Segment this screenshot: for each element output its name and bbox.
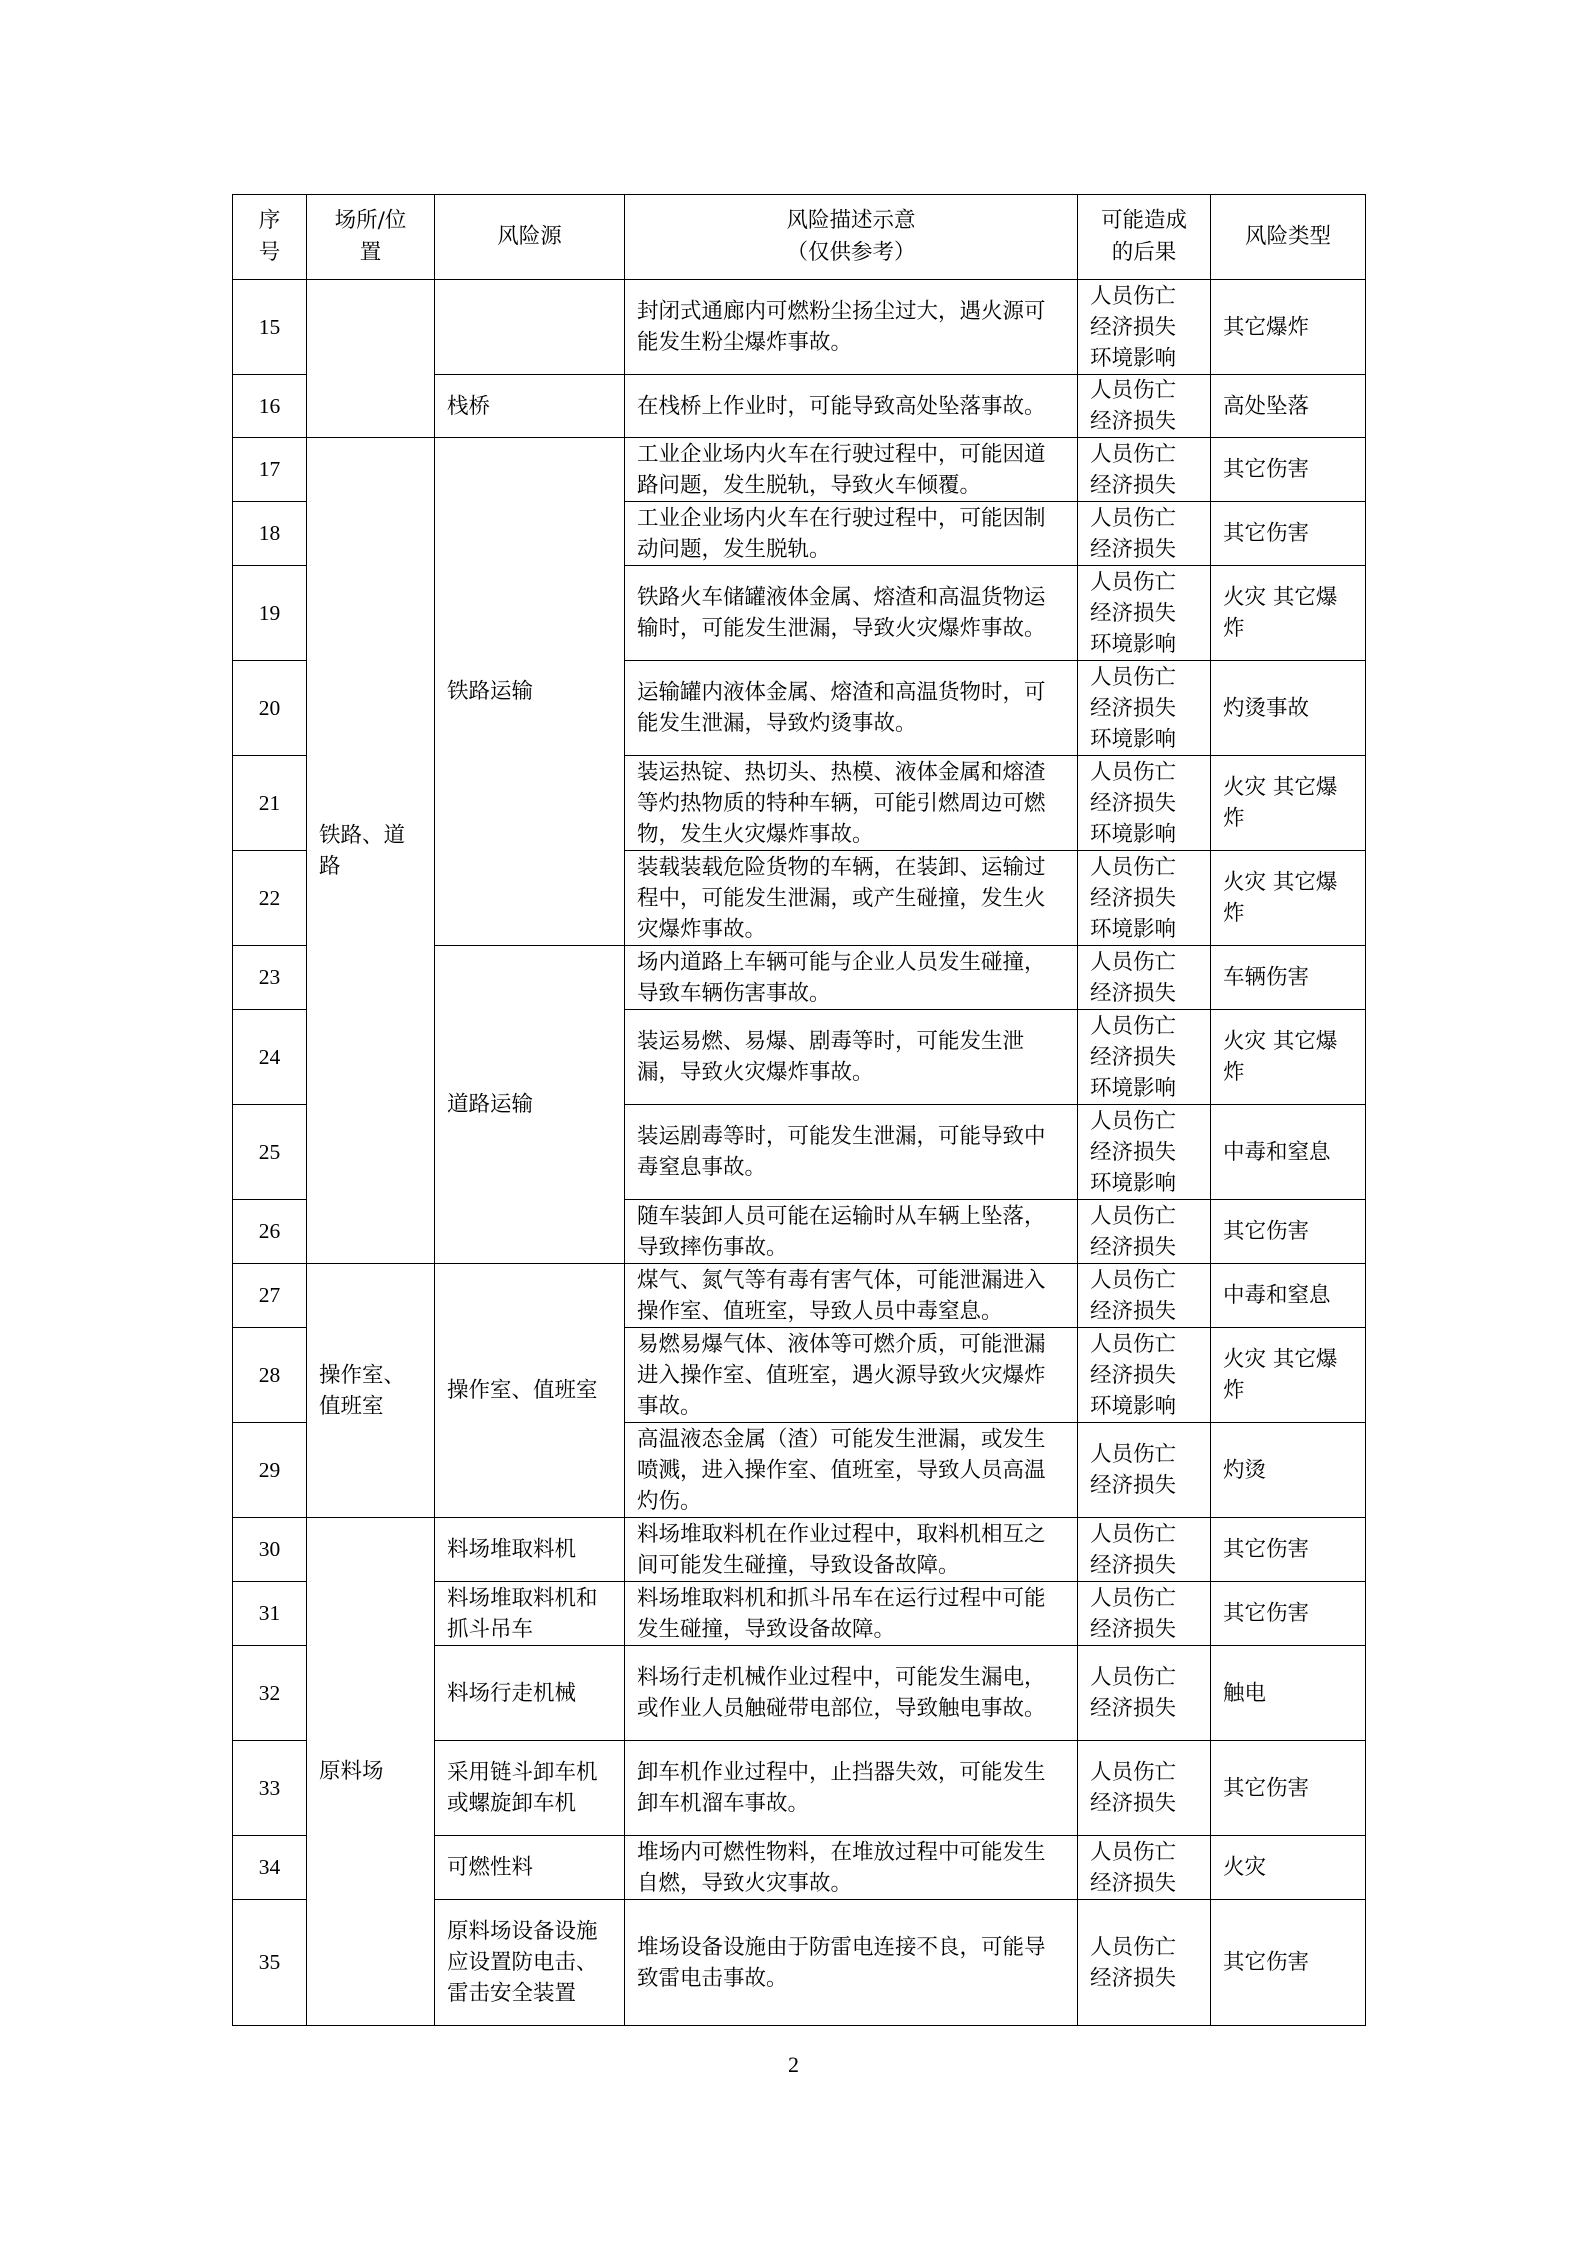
header-source: 风险源 [435, 195, 625, 280]
location-cell [307, 280, 435, 438]
risk-type-cell: 其它伤害 [1211, 1518, 1366, 1582]
source-cell: 料场堆取料机和抓斗吊车 [435, 1582, 625, 1646]
risk-type-cell: 车辆伤害 [1211, 946, 1366, 1010]
table-row [233, 1264, 1366, 1328]
row-no: 26 [233, 1200, 307, 1264]
row-no: 20 [233, 661, 307, 756]
description-cell: 装运易燃、易爆、剧毒等时，可能发生泄漏，导致火灾爆炸事故。 [625, 1010, 1078, 1105]
row-no: 31 [233, 1582, 307, 1646]
header-row [233, 195, 1366, 280]
table-row [233, 438, 1366, 502]
description-cell: 封闭式通廊内可燃粉尘扬尘过大，遇火源可能发生粉尘爆炸事故。 [625, 280, 1078, 375]
header-description: 风险描述示意 （仅供参考） [625, 195, 1078, 280]
row-no: 23 [233, 946, 307, 1010]
risk-type-cell: 火灾 其它爆炸 [1211, 851, 1366, 946]
consequence-cell: 人员伤亡 经济损失 [1078, 438, 1211, 502]
header-type: 风险类型 [1211, 195, 1366, 280]
description-cell: 装载装载危险货物的车辆，在装卸、运输过程中，可能发生泄漏，或产生碰撞，发生火灾爆炸事故。 [625, 851, 1078, 946]
consequence-cell: 人员伤亡 经济损失 [1078, 1200, 1211, 1264]
location-cell: 原料场 [307, 1518, 435, 2026]
consequence-cell: 人员伤亡 经济损失 [1078, 1518, 1211, 1582]
source-cell: 料场堆取料机 [435, 1518, 625, 1582]
description-cell: 装运热锭、热切头、热模、液体金属和熔渣等灼热物质的特种车辆，可能引燃周边可燃物，发生火灾爆炸事故。 [625, 756, 1078, 851]
risk-type-cell: 触电 [1211, 1646, 1366, 1741]
source-cell: 操作室、值班室 [435, 1264, 625, 1518]
location-cell: 铁路、道路 [307, 438, 435, 1264]
row-no: 16 [233, 375, 307, 438]
consequence-cell: 人员伤亡 经济损失 [1078, 375, 1211, 438]
source-cell: 铁路运输 [435, 438, 625, 946]
description-cell: 易燃易爆气体、液体等可燃介质，可能泄漏进入操作室、值班室，遇火源导致火灾爆炸事故。 [625, 1328, 1078, 1423]
source-cell: 原料场设备设施应设置防电击、雷击安全装置 [435, 1900, 625, 2026]
row-no: 21 [233, 756, 307, 851]
consequence-cell: 人员伤亡 经济损失 [1078, 946, 1211, 1010]
description-cell: 工业企业场内火车在行驶过程中，可能因制动问题，发生脱轨。 [625, 502, 1078, 566]
description-cell: 堆场设备设施由于防雷电连接不良，可能导致雷电击事故。 [625, 1900, 1078, 2026]
description-cell: 铁路火车储罐液体金属、熔渣和高温货物运输时，可能发生泄漏，导致火灾爆炸事故。 [625, 566, 1078, 661]
consequence-cell: 人员伤亡 经济损失 [1078, 1264, 1211, 1328]
risk-type-cell: 其它伤害 [1211, 1741, 1366, 1836]
risk-type-cell: 其它伤害 [1211, 1900, 1366, 2026]
row-no: 25 [233, 1105, 307, 1200]
description-cell: 煤气、氮气等有毒有害气体，可能泄漏进入操作室、值班室，导致人员中毒窒息。 [625, 1264, 1078, 1328]
risk-type-cell: 其它爆炸 [1211, 280, 1366, 375]
source-cell: 道路运输 [435, 946, 625, 1264]
consequence-cell: 人员伤亡 经济损失 [1078, 502, 1211, 566]
row-no: 32 [233, 1646, 307, 1741]
description-cell: 场内道路上车辆可能与企业人员发生碰撞，导致车辆伤害事故。 [625, 946, 1078, 1010]
description-cell: 卸车机作业过程中，止挡器失效，可能发生卸车机溜车事故。 [625, 1741, 1078, 1836]
consequence-cell: 人员伤亡 经济损失 [1078, 1836, 1211, 1900]
description-cell: 随车装卸人员可能在运输时从车辆上坠落，导致摔伤事故。 [625, 1200, 1078, 1264]
header-location: 场所/位 置 [307, 195, 435, 280]
risk-table [232, 194, 1366, 2026]
description-cell: 工业企业场内火车在行驶过程中，可能因道路问题，发生脱轨，导致火车倾覆。 [625, 438, 1078, 502]
description-cell: 料场行走机械作业过程中，可能发生漏电，或作业人员触碰带电部位，导致触电事故。 [625, 1646, 1078, 1741]
description-cell: 装运剧毒等时，可能发生泄漏，可能导致中毒窒息事故。 [625, 1105, 1078, 1200]
consequence-cell: 人员伤亡 经济损失 环境影响 [1078, 756, 1211, 851]
risk-type-cell: 高处坠落 [1211, 375, 1366, 438]
consequence-cell: 人员伤亡 经济损失 [1078, 1582, 1211, 1646]
description-cell: 在栈桥上作业时，可能导致高处坠落事故。 [625, 375, 1078, 438]
consequence-cell: 人员伤亡 经济损失 环境影响 [1078, 661, 1211, 756]
risk-type-cell: 灼烫 [1211, 1423, 1366, 1518]
row-no: 15 [233, 280, 307, 375]
risk-type-cell: 其它伤害 [1211, 438, 1366, 502]
risk-type-cell: 火灾 [1211, 1836, 1366, 1900]
consequence-cell: 人员伤亡 经济损失 [1078, 1646, 1211, 1741]
description-cell: 运输罐内液体金属、熔渣和高温货物时，可能发生泄漏，导致灼烫事故。 [625, 661, 1078, 756]
row-no: 19 [233, 566, 307, 661]
consequence-cell: 人员伤亡 经济损失 环境影响 [1078, 566, 1211, 661]
header-consequence: 可能造成 的后果 [1078, 195, 1211, 280]
row-no: 22 [233, 851, 307, 946]
row-no: 34 [233, 1836, 307, 1900]
source-cell: 栈桥 [435, 375, 625, 438]
description-cell: 高温液态金属（渣）可能发生泄漏，或发生喷溅，进入操作室、值班室，导致人员高温灼伤。 [625, 1423, 1078, 1518]
description-cell: 料场堆取料机在作业过程中，取料机相互之间可能发生碰撞，导致设备故障。 [625, 1518, 1078, 1582]
header-no: 序 号 [233, 195, 307, 280]
risk-type-cell: 其它伤害 [1211, 1200, 1366, 1264]
source-cell: 采用链斗卸车机或螺旋卸车机 [435, 1741, 625, 1836]
row-no: 30 [233, 1518, 307, 1582]
page-number: 2 [788, 2052, 799, 2077]
row-no: 17 [233, 438, 307, 502]
row-no: 33 [233, 1741, 307, 1836]
consequence-cell: 人员伤亡 经济损失 环境影响 [1078, 1328, 1211, 1423]
location-cell: 操作室、值班室 [307, 1264, 435, 1518]
risk-type-cell: 中毒和窒息 [1211, 1105, 1366, 1200]
table-row [233, 1518, 1366, 1582]
risk-type-cell: 灼烫事故 [1211, 661, 1366, 756]
row-no: 35 [233, 1900, 307, 2026]
consequence-cell: 人员伤亡 经济损失 [1078, 1741, 1211, 1836]
source-cell: 料场行走机械 [435, 1646, 625, 1741]
consequence-cell: 人员伤亡 经济损失 [1078, 1900, 1211, 2026]
row-no: 29 [233, 1423, 307, 1518]
risk-type-cell: 其它伤害 [1211, 502, 1366, 566]
consequence-cell: 人员伤亡 经济损失 环境影响 [1078, 1010, 1211, 1105]
row-no: 24 [233, 1010, 307, 1105]
risk-type-cell: 火灾 其它爆炸 [1211, 1010, 1366, 1105]
consequence-cell: 人员伤亡 经济损失 [1078, 1423, 1211, 1518]
source-cell [435, 280, 625, 375]
consequence-cell: 人员伤亡 经济损失 环境影响 [1078, 1105, 1211, 1200]
row-no: 27 [233, 1264, 307, 1328]
risk-type-cell: 火灾 其它爆炸 [1211, 1328, 1366, 1423]
risk-type-cell: 中毒和窒息 [1211, 1264, 1366, 1328]
source-cell: 可燃性料 [435, 1836, 625, 1900]
risk-type-cell: 其它伤害 [1211, 1582, 1366, 1646]
row-no: 18 [233, 502, 307, 566]
consequence-cell: 人员伤亡 经济损失 环境影响 [1078, 851, 1211, 946]
consequence-cell: 人员伤亡 经济损失 环境影响 [1078, 280, 1211, 375]
table-row [233, 280, 1366, 375]
risk-type-cell: 火灾 其它爆炸 [1211, 756, 1366, 851]
description-cell: 堆场内可燃性物料，在堆放过程中可能发生自燃，导致火灾事故。 [625, 1836, 1078, 1900]
risk-type-cell: 火灾 其它爆炸 [1211, 566, 1366, 661]
row-no: 28 [233, 1328, 307, 1423]
description-cell: 料场堆取料机和抓斗吊车在运行过程中可能发生碰撞，导致设备故障。 [625, 1582, 1078, 1646]
